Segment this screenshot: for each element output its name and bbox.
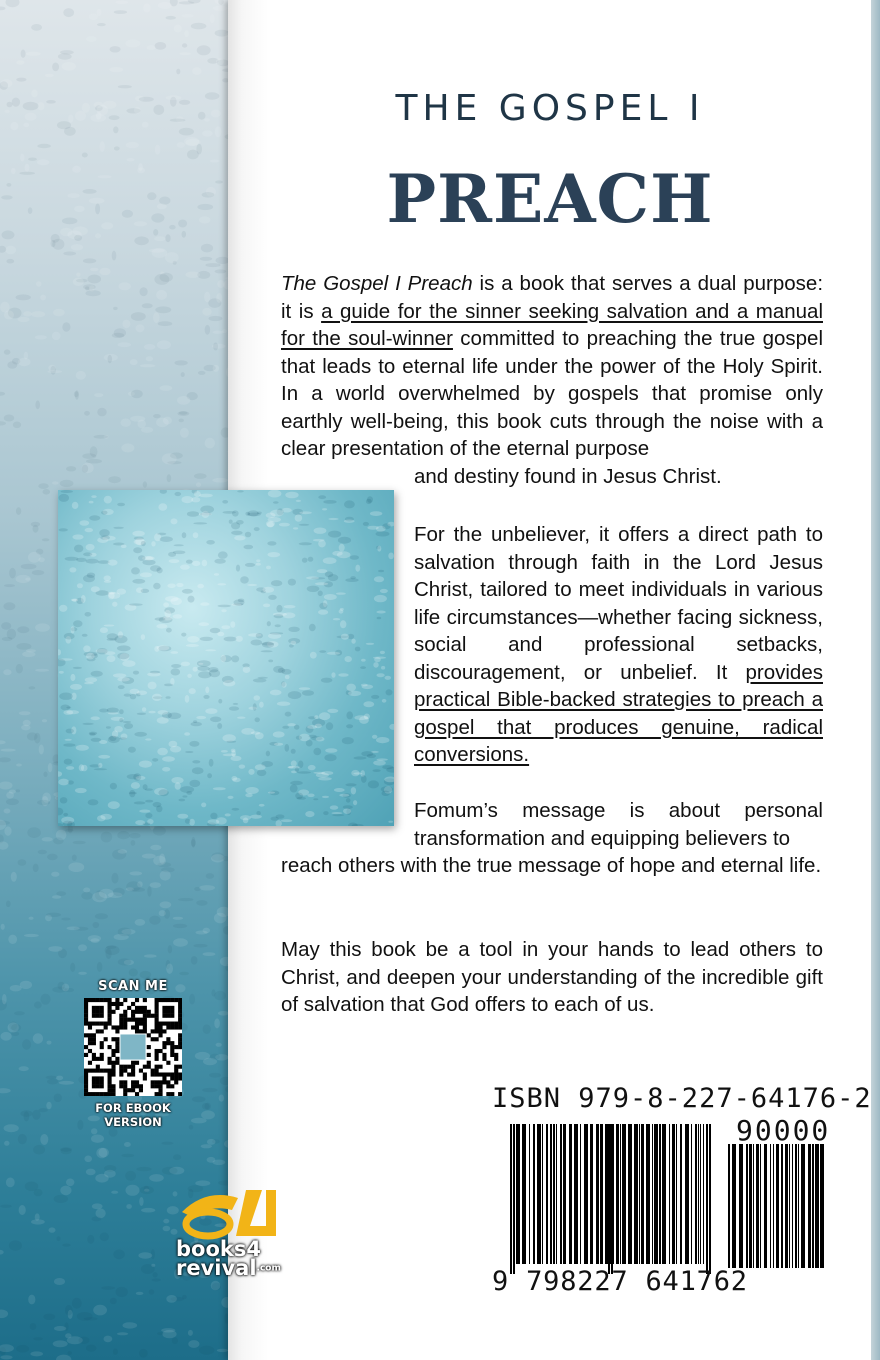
p3-full-text: reach others with the true message of hope and eternal life. [281, 854, 822, 877]
isbn-label: ISBN 979-8-227-64176-2 [492, 1083, 872, 1114]
description-paragraph-1-last-line [414, 463, 823, 491]
book-title-italic: The Gospel I Preach [281, 272, 473, 295]
qr-ebook-label-line1: FOR EBOOK [95, 1101, 171, 1115]
p1-underlined-text: a guide for the sinner seeking salvation and a manual for the soul-winner [281, 299, 823, 350]
description-paragraph-4 [281, 936, 823, 1019]
p3-indented-text: Fomum’s message is about personal transformation and equipping believers to [414, 799, 823, 850]
p2-underlined-text: provides practical Bible-backed strategies to preach a gospel that produces genuine, radical conversions. [414, 660, 823, 766]
ean-digits: 9 798227 641762 [492, 1266, 748, 1297]
logo-line2: revival [176, 1256, 257, 1280]
qr-ebook-label [74, 1101, 192, 1129]
p1-text-a: is a book that serves a dual purpose: it is [281, 272, 824, 323]
title-line-1: THE GOSPEL I [395, 88, 705, 129]
description-paragraph-2 [414, 521, 823, 769]
price-code: 90000 [736, 1114, 831, 1147]
qr-ebook-label-line2: VERSION [104, 1115, 162, 1129]
description-paragraph-1 [281, 270, 823, 463]
textured-square-image [58, 490, 394, 826]
p1-text-b: committed to preaching the true gospel that leads to eternal life under the power of the Holy Spirit. In a world overwhelmed by gospels that promise only earthly well-being, this book cuts through the noise with a clear presentation of the eternal purpose [281, 327, 823, 460]
qr-scan-label: SCAN ME [98, 979, 168, 994]
publisher-logo-text [176, 1237, 281, 1280]
qr-code[interactable] [84, 998, 182, 1096]
square-texture [58, 490, 394, 826]
description-paragraph-3-indented [414, 797, 823, 852]
p1-last-line: and destiny found in Jesus Christ. [414, 465, 722, 488]
p2-text: For the unbeliever, it offers a direct path to salvation through faith in the Lord Jesus Christ, tailored to meet individuals in various life circumstances—whether facing sickness, social and professional setbacks, discouragement, or unbelief. It [414, 523, 823, 684]
description-paragraph-3-full [281, 852, 823, 880]
cover-edge [871, 0, 880, 1360]
p4-text: May this book be a tool in your hands to lead others to Christ, and deepen your understanding of the incredible gift of salvation that God offers to each of us. [281, 938, 823, 1016]
logo-line1: books4 [176, 1237, 261, 1261]
logo-suffix: .com [256, 1263, 281, 1274]
title-line-2: PREACH [386, 160, 714, 238]
